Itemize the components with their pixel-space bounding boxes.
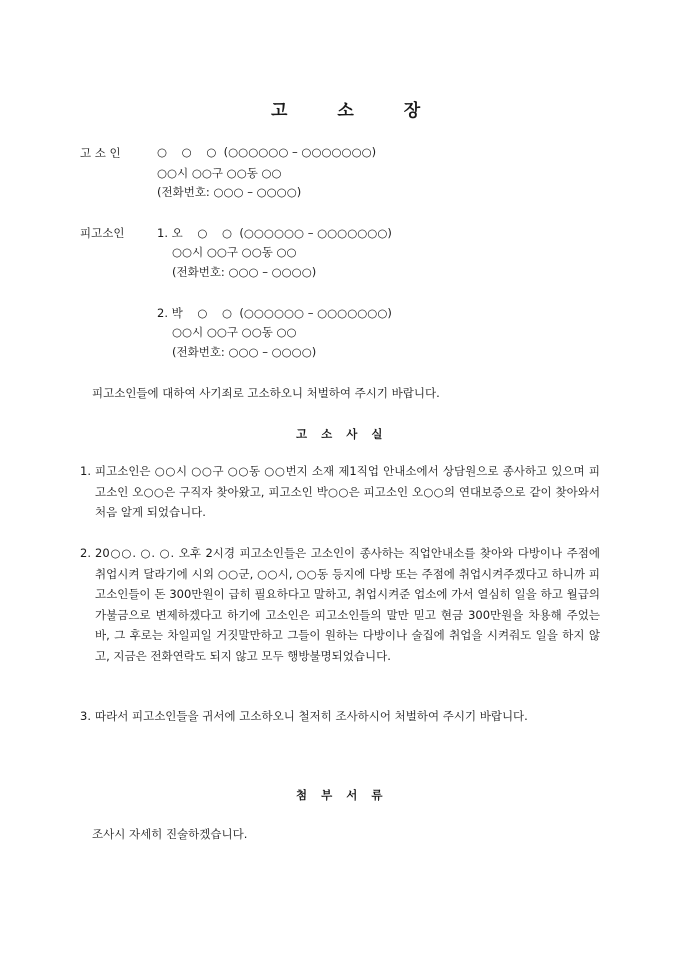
fact-2 (80, 543, 600, 666)
attachments-heading-char-3: 서 (346, 788, 358, 802)
defendant-2-address: ○○시 ○○구 ○○동 ○○ (172, 325, 297, 339)
fact-1 (80, 461, 600, 523)
facts-heading-char-1: 고 (296, 427, 308, 441)
document-title (271, 96, 420, 121)
facts-heading-char-4: 실 (371, 427, 383, 441)
facts-heading-char-3: 사 (346, 427, 358, 441)
request-statement: 피고소인들에 대하여 사기죄로 고소하오니 처벌하여 주시기 바랍니다. (92, 386, 440, 400)
defendant-2-phone: (전화번호: ○○○ – ○○○○) (172, 345, 317, 359)
defendant-1-address: ○○시 ○○구 ○○동 ○○ (172, 245, 297, 259)
fact-3-text: 따라서 피고소인들을 귀서에 고소하오니 철저히 조사하시어 처벌하여 주시기 바랍니다. (95, 709, 528, 723)
fact-2-number: 2. (80, 546, 91, 560)
defendants-label: 피고소인 (80, 226, 125, 240)
defendant-1-name: 1. 오 ○ ○ (○○○○○○ – ○○○○○○○) (157, 226, 392, 240)
title-char-3: 장 (403, 101, 421, 121)
fact-2-text: 20○○. ○. ○. 오후 2시경 피고소인들은 고소인이 종사하는 직업안내소를 찾아와 다방이나 주점에 취업시켜 달라기에 시외 ○○군, ○○시, ○○동 등지에 다방 또는 주점에 취업시켜주겠다고 하니까 피고소인들이 돈 300만원이 급히 필요하다고 말하고, 취업시켜준 업소에 가서 열심히 일을 하고 월급의 가불금으로 변제하겠다고 하기에 고소인은 피고소인들의 말만 믿고 현금 300만원을 차용해 주었는바, 그 후로는 차일피일 거짓말만하고 그들이 원하는 다방이나 술집에 취업을 시켜줘도 일을 하지 않고, 지금은 전화연락도 되지 않고 모두 행방불명되었습니다. (95, 546, 600, 663)
facts-heading (296, 426, 382, 442)
title-char-1: 고 (271, 101, 288, 121)
facts-heading-char-2: 소 (321, 427, 333, 441)
attachments-heading-char-1: 첨 (296, 788, 308, 802)
attachments-heading-char-2: 부 (321, 788, 333, 802)
complainant-phone: (전화번호: ○○○ – ○○○○) (157, 185, 302, 199)
attachments-heading (296, 787, 382, 803)
fact-1-text: 피고소인은 ○○시 ○○구 ○○동 ○○번지 소재 제1직업 안내소에서 상담원으로 종사하고 있으며 피고소인 오○○은 구직자 찾아왔고, 피고소인 박○○은 피고소인 오○○의 연대보증으로 같이 찾아와서 처음 알게 되었습니다. (95, 464, 600, 519)
defendant-2-name: 2. 박 ○ ○ (○○○○○○ – ○○○○○○○) (157, 306, 392, 320)
attachments-text: 조사시 자세히 진술하겠습니다. (92, 827, 248, 841)
fact-3-number: 3. (80, 709, 91, 723)
complainant-name: ○ ○ ○ (○○○○○○ – ○○○○○○○) (157, 145, 377, 159)
title-char-2: 소 (337, 101, 354, 121)
attachments-heading-char-4: 류 (371, 788, 383, 802)
fact-3 (80, 706, 600, 727)
complainant-address: ○○시 ○○구 ○○동 ○○ (157, 166, 282, 180)
defendant-1-phone: (전화번호: ○○○ – ○○○○) (172, 265, 317, 279)
complainant-label: 고 소 인 (80, 146, 121, 160)
fact-1-number: 1. (80, 464, 91, 478)
